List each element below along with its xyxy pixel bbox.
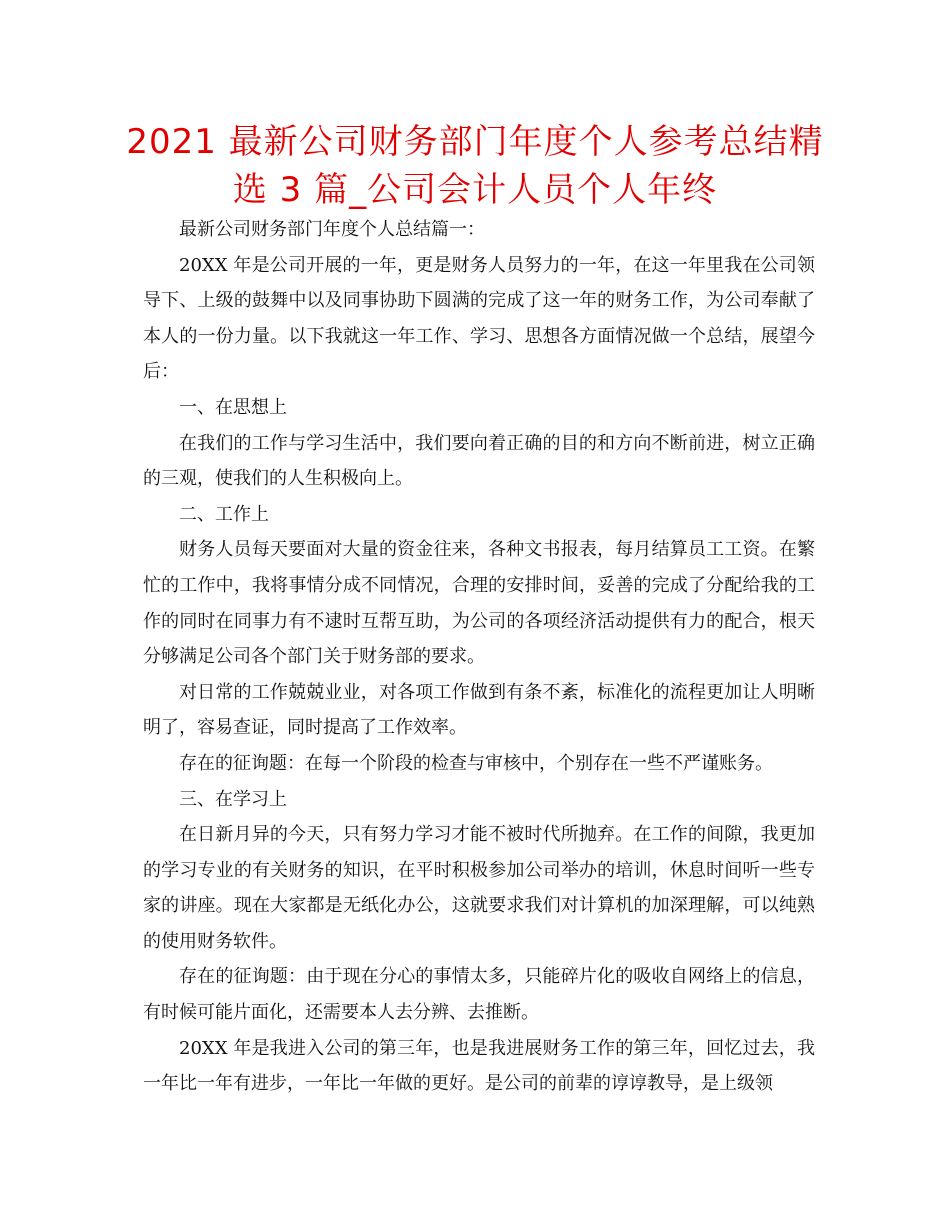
paragraph-work-daily: 对日常的工作兢兢业业，对各项工作做到有条不紊，标准化的流程更加让人明晰明了，容易查证，同时提高了工作效率。 xyxy=(143,681,815,739)
paragraph-overview: 20XX 年是公司开展的一年，更是财务人员努力的一年，在这一年里我在公司领导下、上级的鼓舞中以及同事协助下圆满的完成了这一年的财务工作，为公司奉献了本人的一份力量。以下我就这一年工作、学习、思想各方面情况做一个总结，展望今后： xyxy=(143,254,815,383)
section-heading-thought: 一、在思想上 xyxy=(179,396,287,418)
section-heading-study: 三、在学习上 xyxy=(179,788,287,810)
document-body xyxy=(143,212,815,1102)
paragraph-study-issues: 存在的征询题：由于现在分心的事情太多，只能碎片化的吸收自网络上的信息，有时候可能片面化，还需要本人去分辨、去推断。 xyxy=(143,966,815,1024)
paragraph-work: 财务人员每天要面对大量的资金往来，各种文书报表，每月结算员工工资。在繁忙的工作中，我将事情分成不同情况，合理的安排时间，妥善的完成了分配给我的工作的同时在同事力有不逮时互帮互助，为公司的各项经济活动提供有力的配合，根天分够满足公司各个部门关于财务部的要求。 xyxy=(143,539,815,668)
paragraph-review: 20XX 年是我进入公司的第三年，也是我进展财务工作的第三年，回忆过去，我一年比一年有进步，一年比一年做的更好。是公司的前辈的谆谆教导，是上级领 xyxy=(143,1037,815,1095)
paragraph-study: 在日新月异的今天，只有努力学习才能不被时代所抛弃。在工作的间隙，我更加的学习专业的有关财务的知识，在平时积极参加公司举办的培训，休息时间听一些专家的讲座。现在大家都是无纸化办公，这就要求我们对计算机的加深理解，可以纯熟的使用财务软件。 xyxy=(143,824,815,952)
document-title: 2021 最新公司财务部门年度个人参考总结精选 3 篇_公司会计人员个人年终 xyxy=(126,122,824,210)
section-heading-work: 二、工作上 xyxy=(179,503,269,525)
paragraph-thought: 在我们的工作与学习生活中，我们要向着正确的目的和方向不断前进，树立正确的三观，使我们的人生积极向上。 xyxy=(143,432,815,490)
paragraph-intro-heading: 最新公司财务部门年度个人总结篇一： xyxy=(179,219,485,240)
paragraph-work-issues: 存在的征询题：在每一个阶段的检查与审核中，个别存在一些不严谨账务。 xyxy=(179,752,773,774)
